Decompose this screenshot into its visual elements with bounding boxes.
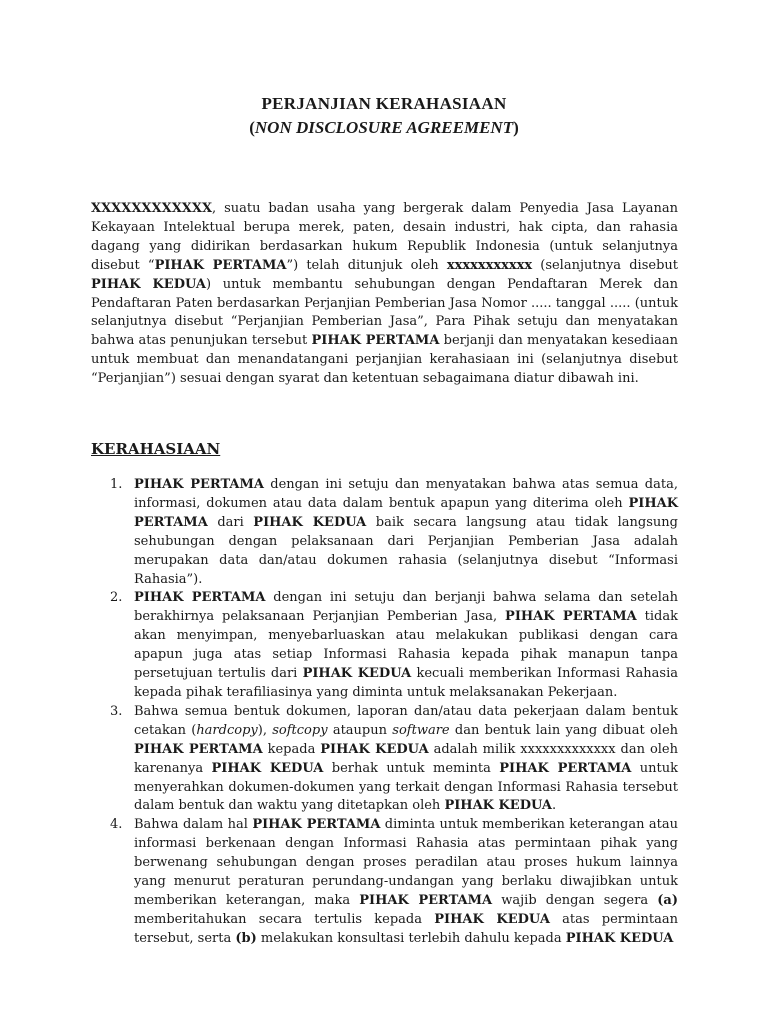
text-run: Bahwa dalam hal	[134, 817, 253, 833]
bold-text-run: PIHAK PERTAMA	[154, 257, 287, 273]
subtitle-open-paren: (	[249, 118, 255, 137]
text-run: .	[552, 798, 557, 814]
text-run: dari	[207, 514, 254, 530]
text-run: dan bentuk lain yang dibuat oleh	[449, 722, 679, 738]
bold-text-run: PIHAK PERTAMA	[499, 760, 632, 776]
section-heading: KERAHASIAAN	[91, 440, 221, 458]
bold-text-run: PIHAK PERTAMA	[134, 590, 266, 606]
title-block	[0, 94, 768, 138]
bold-text-run: PIHAK PERTAMA	[134, 741, 263, 757]
text-run: Bahwa semua bentuk dokumen, laporan dan/atau data pekerjaan dalam bentuk cetakan (	[134, 703, 678, 738]
text-run: ),	[257, 722, 273, 738]
text-run: adalah milik xxxxxxxxxxxxx dan oleh karenanya	[134, 741, 678, 776]
clause-text	[134, 590, 678, 700]
text-run: , suatu badan usaha yang bergerak dalam Penyedia Jasa Layanan Kekayaan Intelektual berupa merek, paten, desain industri, hak cipta, dan rahasia dagang yang didirikan berdasarkan hukum Republik Indonesia (untuk selanjutnya disebut “	[91, 201, 678, 273]
clause-item	[91, 816, 678, 948]
text-run: diminta untuk memberikan keterangan atau informasi berkenaan dengan Informasi Rahasia atas permintaan pihak yang berwenang sehubungan dengan proses peradilan atau proses hukum lainnya yang menurut peraturan perundang-undangan yang berlaku diwajibkan untuk memberikan keterangan, maka	[134, 817, 678, 908]
text-run: baik secara langsung atau tidak langsung sehubungan dengan pelaksanaan dari Perjanjian Pemberian Jasa adalah merupakan data dan/atau dokumen rahasia (selanjutnya disebut “Informasi Rahasia”).	[134, 514, 678, 587]
bold-text-run: PIHAK PERTAMA	[252, 817, 381, 833]
subtitle-close-paren: )	[513, 118, 519, 137]
clause-text	[134, 817, 678, 945]
text-run: berjanji dan menyatakan kesediaan untuk membuat dan menandatangani perjanjian kerahasiaan ini (selanjutnya disebut “Perjanjian”) sesuai dengan syarat dan ketentuan sebagaimana diatur dibawah ini.	[91, 333, 679, 387]
text-run: kepada	[262, 741, 321, 757]
clause-text	[134, 704, 678, 814]
bold-text-run: PIHAK PERTAMA	[359, 892, 493, 908]
text-run: atas permintaan tersebut, serta	[134, 911, 678, 946]
bold-text-run: PIHAK PERTAMA	[311, 333, 440, 349]
intro-paragraph	[91, 200, 678, 389]
bold-text-run: xxxxxxxxxxx	[446, 257, 533, 273]
clause-list	[91, 476, 678, 949]
text-run: ataupun	[327, 722, 393, 738]
bold-text-run: PIHAK PERTAMA	[134, 495, 678, 530]
bold-text-run: (b)	[235, 930, 257, 946]
text-run: (selanjutnya disebut	[532, 257, 678, 273]
bold-text-run: PIHAK PERTAMA	[505, 609, 637, 625]
bold-text-run: PIHAK PERTAMA	[134, 477, 264, 492]
subtitle-text: NON DISCLOSURE AGREEMENT	[254, 118, 514, 137]
text-run: ) untuk membantu sehubungan dengan Pendaftaran Merek dan Pendaftaran Paten berdasarkan Perjanjian Pemberian Jasa Nomor ..... tanggal ..... (untuk selanjutnya disebut “Perjanjian Pemberian Jasa”, Para Pihak setuju dan menyatakan bahwa atas penunjukan tersebut	[91, 276, 678, 349]
text-run: dengan ini setuju dan berjanji bahwa selama dan setelah berakhirnya pelaksanaan Perjanjian Pemberian Jasa,	[134, 590, 678, 625]
clause-number: 4.	[110, 817, 123, 833]
bold-text-run: PIHAK KEDUA	[320, 741, 429, 757]
bold-text-run: (a)	[657, 892, 678, 908]
bold-text-run: PIHAK KEDUA	[302, 666, 412, 682]
text-run: tidak akan menyimpan, menyebarluaskan atau melakukan publikasi dengan cara apapun juga atas setiap Informasi Rahasia kepada pihak manapun tanpa persetujuan tertulis dari	[134, 609, 678, 682]
italic-text-run: softcopy	[272, 722, 328, 738]
italic-text-run: software	[392, 722, 450, 738]
text-run: ”) telah ditunjuk oleh	[286, 257, 447, 273]
clause-item	[91, 703, 678, 816]
text-run: wajib dengan segera	[492, 892, 658, 908]
clause-item	[91, 589, 678, 702]
bold-text-run: PIHAK KEDUA	[253, 514, 367, 530]
document-title: PERJANJIAN KERAHASIAAN	[261, 94, 507, 113]
text-run: memberitahukan secara tertulis kepada	[134, 911, 435, 927]
text-run: dengan ini setuju dan menyatakan bahwa atas semua data, informasi, dokumen atau data dalam bentuk apapun yang diterima oleh	[134, 477, 678, 511]
bold-text-run: PIHAK KEDUA	[565, 930, 674, 946]
bold-text-run: XXXXXXXXXXXX	[91, 201, 213, 216]
clause-number: 1.	[110, 477, 123, 492]
text-run: kecuali memberikan Informasi Rahasia kepada pihak terafiliasinya yang diminta untuk melaksanakan Pekerjaan.	[134, 666, 678, 700]
clause-text	[134, 477, 678, 587]
text-run: melakukan konsultasi terlebih dahulu kepada	[256, 930, 566, 946]
italic-text-run: hardcopy	[196, 722, 258, 738]
bold-text-run: PIHAK KEDUA	[444, 798, 552, 814]
bold-text-run: PIHAK KEDUA	[211, 760, 324, 776]
clause-number: 3.	[110, 703, 123, 719]
text-run: berhak untuk meminta	[323, 760, 500, 776]
bold-text-run: PIHAK KEDUA	[91, 276, 207, 292]
clause-number: 2.	[110, 590, 123, 606]
bold-text-run: PIHAK KEDUA	[434, 911, 550, 927]
text-run: untuk menyerahkan dokumen-dokumen yang terkait dengan Informasi Rahasia tersebut dalam bentuk dan waktu yang ditetapkan oleh	[134, 760, 678, 814]
clause-item	[91, 476, 678, 589]
document-subtitle	[0, 118, 768, 138]
